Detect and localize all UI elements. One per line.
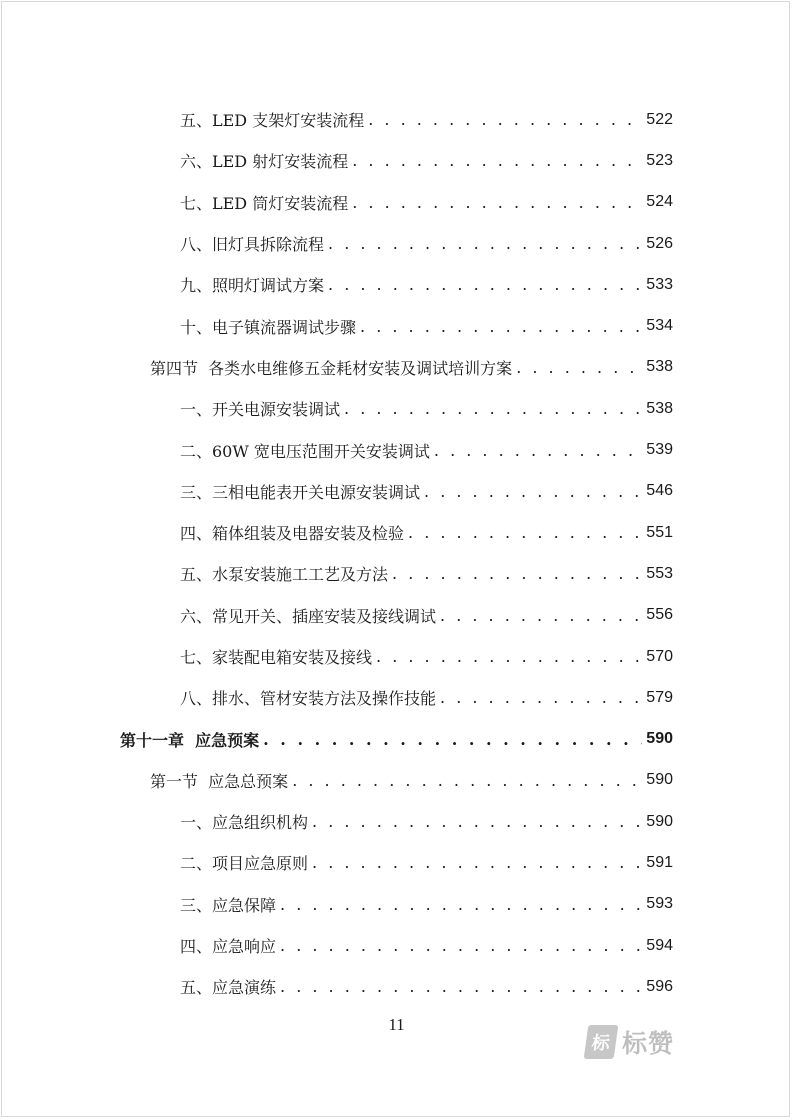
- toc-dot-leader: [408, 523, 642, 542]
- toc-dot-leader: [376, 647, 642, 666]
- toc-entry-title: 第十一章 应急预案: [120, 730, 260, 750]
- toc-entry-title: 一、开关电源安装调试: [180, 400, 341, 420]
- watermark-text: 标赞: [622, 1029, 675, 1058]
- toc-entry-title: 第四节 各类水电维修五金耗材安装及调试培训方案: [150, 358, 513, 378]
- toc-entry-title: 五、水泵安装施工工艺及方法: [180, 565, 389, 585]
- toc-entry-page: 551: [646, 523, 673, 541]
- toc-dot-leader: [368, 110, 642, 129]
- toc-entry[interactable]: [0, 223, 793, 264]
- toc-entry-title: 五、LED 支架灯安装流程: [180, 111, 365, 131]
- toc-dot-leader: [352, 151, 642, 170]
- toc-entry-page: 596: [646, 977, 673, 995]
- toc-entry-title: 六、LED 射灯安装流程: [180, 152, 349, 172]
- toc-entry-title: 一、应急组织机构: [180, 813, 309, 833]
- toc-entry[interactable]: [0, 512, 793, 553]
- toc-entry[interactable]: [0, 471, 793, 512]
- toc-entry-title: 四、应急响应: [180, 937, 277, 957]
- toc-entry[interactable]: [0, 264, 793, 305]
- toc-entry-title: 二、60W 宽电压范围开关安装调试: [180, 441, 430, 461]
- toc-entry-title: 七、家装配电箱安装及接线: [180, 648, 373, 667]
- toc-entry-page: 546: [646, 482, 673, 500]
- toc-entry-page: 590: [646, 730, 673, 748]
- toc-dot-leader: [292, 771, 642, 790]
- toc-entry-page: 590: [646, 812, 673, 830]
- toc-dot-leader: [280, 895, 642, 914]
- toc-entry-page: 523: [646, 151, 673, 169]
- toc-entry-page: 538: [646, 399, 673, 417]
- toc-entry-page: 594: [646, 936, 673, 954]
- toc-entry[interactable]: [0, 884, 793, 925]
- watermark-logo-icon: 标: [584, 1025, 619, 1059]
- toc-section-entry[interactable]: [0, 760, 793, 801]
- toc-entry-title: 第一节 应急总预案: [150, 771, 289, 791]
- toc-dot-leader: [263, 730, 642, 749]
- toc-entry[interactable]: [0, 925, 793, 966]
- toc-entry-page: 534: [646, 317, 673, 335]
- toc-entry[interactable]: [0, 429, 793, 470]
- toc-entry-title: 六、常见开关、插座安装及接线调试: [180, 606, 437, 626]
- toc-dot-leader: [312, 853, 642, 872]
- toc-dot-leader: [440, 688, 642, 707]
- toc-entry[interactable]: [0, 595, 793, 636]
- toc-entry[interactable]: [0, 182, 793, 223]
- toc-entry-page: 524: [646, 193, 673, 211]
- toc-entry-page: 570: [646, 647, 673, 665]
- toc-entry[interactable]: [0, 801, 793, 842]
- toc-entry-page: 590: [646, 771, 673, 789]
- toc-entry-page: 539: [646, 441, 673, 459]
- toc-entry[interactable]: [0, 842, 793, 883]
- toc-dot-leader: [360, 317, 642, 336]
- toc-entry-page: 526: [646, 234, 673, 252]
- toc-entry-page: 591: [646, 853, 673, 871]
- toc-section-entry[interactable]: [0, 347, 793, 388]
- toc-entry-title: 八、排水、管材安装方法及操作技能: [180, 689, 437, 709]
- toc-entry-title: 九、照明灯调试方案: [180, 276, 325, 296]
- page-number: 11: [388, 1015, 405, 1034]
- toc-dot-leader: [424, 482, 642, 501]
- toc-dot-leader: [516, 358, 642, 377]
- watermark-logo: [586, 1024, 674, 1060]
- toc-entry-page: 556: [646, 606, 673, 624]
- toc-entry-page: 579: [646, 688, 673, 706]
- toc-entry-title: 七、LED 筒灯安装流程: [180, 193, 349, 213]
- toc-entry-title: 二、项目应急原则: [180, 854, 309, 874]
- toc-entry-title: 四、箱体组装及电器安装及检验: [180, 524, 405, 544]
- toc-entry[interactable]: [0, 966, 793, 1007]
- toc-chapter-entry[interactable]: [0, 718, 793, 759]
- toc-entry-page: 553: [646, 564, 673, 582]
- toc-dot-leader: [280, 977, 642, 996]
- toc-entry[interactable]: [0, 388, 793, 429]
- toc-entry-page: 593: [646, 895, 673, 913]
- toc-dot-leader: [328, 234, 642, 253]
- toc-dot-leader: [328, 275, 642, 294]
- toc-entry-title: 八、旧灯具拆除流程: [180, 235, 325, 255]
- toc-entry-title: 三、三相电能表开关电源安装调试: [180, 482, 421, 502]
- toc-entry-page: 533: [646, 275, 673, 293]
- toc-dot-leader: [392, 564, 642, 583]
- toc-dot-leader: [434, 441, 642, 460]
- toc-dot-leader: [344, 399, 642, 418]
- toc-entry-page: 522: [646, 110, 673, 128]
- toc-entry[interactable]: [0, 99, 793, 140]
- table-of-contents: [0, 99, 793, 1008]
- toc-dot-leader: [280, 936, 642, 955]
- toc-dot-leader: [312, 812, 642, 831]
- toc-entry[interactable]: [0, 636, 793, 677]
- toc-dot-leader: [440, 606, 642, 625]
- toc-entry[interactable]: [0, 140, 793, 181]
- toc-entry-title: 五、应急演练: [180, 978, 277, 998]
- toc-entry[interactable]: [0, 305, 793, 346]
- toc-entry[interactable]: [0, 677, 793, 718]
- toc-entry[interactable]: [0, 553, 793, 594]
- toc-entry-page: 538: [646, 358, 673, 376]
- toc-entry-title: 三、应急保障: [180, 895, 277, 915]
- toc-dot-leader: [352, 193, 642, 212]
- toc-entry-title: 十、电子镇流器调试步骤: [180, 317, 357, 337]
